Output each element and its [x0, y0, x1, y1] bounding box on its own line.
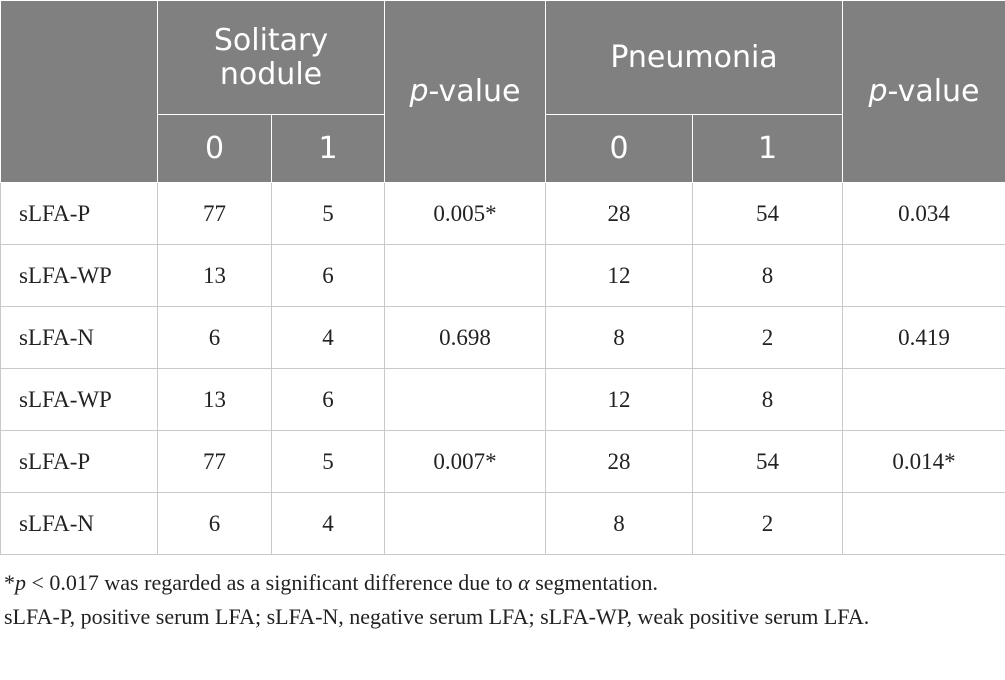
cell-p-value-2: 0.014* — [843, 431, 1005, 493]
p-value-suffix: -value — [428, 73, 521, 109]
p-symbol: p — [409, 73, 429, 109]
cell-solitary-1: 6 — [272, 369, 385, 431]
cell-solitary-1: 5 — [272, 183, 385, 245]
table-footnote — [4, 566, 994, 634]
cell-solitary-0: 13 — [158, 245, 272, 307]
subheader-pneumonia-1: 1 — [693, 115, 843, 183]
header-p-value-1 — [385, 1, 546, 183]
cell-pneumonia-0: 28 — [546, 431, 693, 493]
cell-p-value-1 — [385, 493, 546, 555]
cell-solitary-1: 6 — [272, 245, 385, 307]
cell-solitary-0: 77 — [158, 431, 272, 493]
row-label: sLFA-P — [1, 431, 158, 493]
cell-solitary-0: 6 — [158, 307, 272, 369]
cell-p-value-1 — [385, 245, 546, 307]
cell-solitary-1: 4 — [272, 493, 385, 555]
cell-pneumonia-1: 8 — [693, 369, 843, 431]
row-label: sLFA-N — [1, 307, 158, 369]
header-solitary-nodule: Solitary nodule — [158, 1, 385, 115]
subheader-solitary-1: 1 — [272, 115, 385, 183]
table-row — [1, 307, 1005, 369]
cell-solitary-1: 5 — [272, 431, 385, 493]
cell-p-value-1: 0.698 — [385, 307, 546, 369]
cell-solitary-0: 6 — [158, 493, 272, 555]
table-row — [1, 245, 1005, 307]
significance-note — [4, 566, 994, 600]
footnote-star: * — [4, 570, 15, 595]
header-p-value-2 — [843, 1, 1005, 183]
cell-pneumonia-1: 54 — [693, 183, 843, 245]
cell-p-value-2 — [843, 369, 1005, 431]
row-label: sLFA-N — [1, 493, 158, 555]
cell-p-value-2 — [843, 245, 1005, 307]
cell-pneumonia-0: 8 — [546, 493, 693, 555]
footnote-p: p — [15, 570, 26, 595]
p-symbol: p — [868, 73, 888, 109]
row-label: sLFA-WP — [1, 369, 158, 431]
cell-p-value-1: 0.005* — [385, 183, 546, 245]
cell-pneumonia-0: 12 — [546, 369, 693, 431]
cell-p-value-2: 0.034 — [843, 183, 1005, 245]
cell-pneumonia-0: 28 — [546, 183, 693, 245]
abbreviation-note: sLFA-P, positive serum LFA; sLFA-N, negative serum LFA; sLFA-WP, weak positive serum LFA. — [4, 604, 870, 629]
table-row — [1, 431, 1005, 493]
cell-pneumonia-1: 2 — [693, 307, 843, 369]
cell-pneumonia-0: 12 — [546, 245, 693, 307]
table-row — [1, 183, 1005, 245]
subheader-solitary-0: 0 — [158, 115, 272, 183]
header-corner — [1, 1, 158, 183]
row-label: sLFA-WP — [1, 245, 158, 307]
cell-solitary-0: 77 — [158, 183, 272, 245]
cell-solitary-0: 13 — [158, 369, 272, 431]
cell-solitary-1: 4 — [272, 307, 385, 369]
row-label: sLFA-P — [1, 183, 158, 245]
footnote-segmentation: segmentation. — [529, 570, 659, 595]
cell-pneumonia-1: 8 — [693, 245, 843, 307]
header-pneumonia: Pneumonia — [546, 1, 843, 115]
cell-pneumonia-1: 54 — [693, 431, 843, 493]
p-value-suffix: -value — [887, 73, 980, 109]
footnote-alpha: α — [518, 570, 530, 595]
table-row — [1, 369, 1005, 431]
cell-p-value-2: 0.419 — [843, 307, 1005, 369]
cell-p-value-2 — [843, 493, 1005, 555]
subheader-pneumonia-0: 0 — [546, 115, 693, 183]
cell-pneumonia-0: 8 — [546, 307, 693, 369]
footnote-threshold: < 0.017 was regarded as a significant difference due to — [26, 570, 519, 595]
cell-p-value-1 — [385, 369, 546, 431]
cell-p-value-1: 0.007* — [385, 431, 546, 493]
cell-pneumonia-1: 2 — [693, 493, 843, 555]
table-row — [1, 493, 1005, 555]
